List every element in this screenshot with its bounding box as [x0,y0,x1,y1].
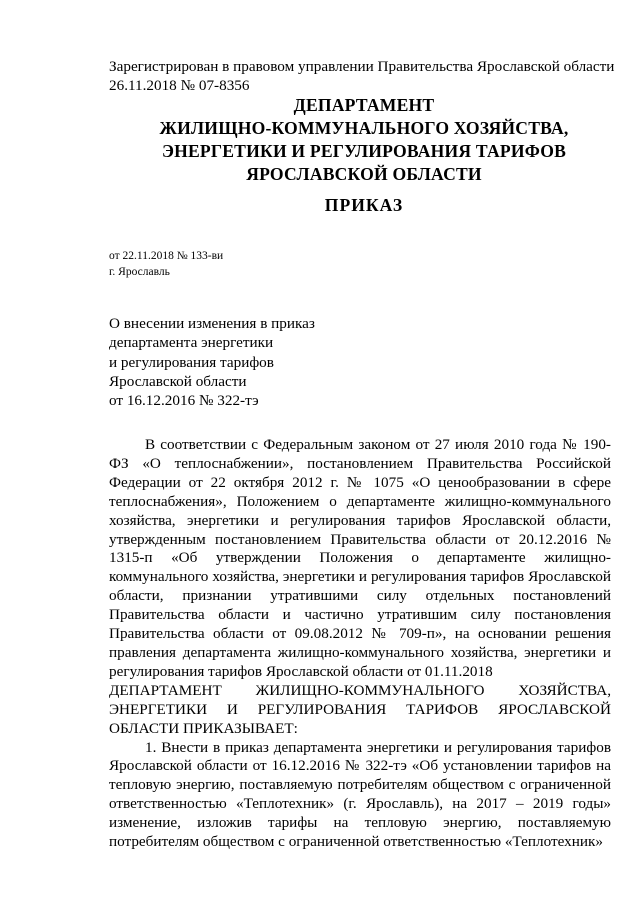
registration-line-1: Зарегистрирован в правовом управлении Правительства Ярославской области [109,58,615,75]
subject-line-4: Ярославской области [109,372,247,390]
order-city: г. Ярославль [109,266,170,278]
department-heading [109,94,619,186]
registration-note [109,57,619,95]
order-date-number: от 22.11.2018 № 133-ви [109,250,224,262]
subject-line-5: от 16.12.2016 № 322-тэ [109,392,259,410]
order-subject [109,314,315,410]
item-1-paragraph: 1. Внести в приказ департамента энергетики и регулирования тарифов Ярославской области от 16.12.2016 № 322-тэ «Об установлении тарифов на тепловую энергию, поставляемую потребителям обществом с ограниченной ответственностью «Теплотехник» (г. Ярославль), на 2017 – 2019 годы» изменение, изложив тарифы на тепловую энергию, поставляемую потребителям обществом с ограниченной ответственностью «Теплотехник» [109,738,611,851]
order-title: ПРИКАЗ [324,195,404,215]
subject-line-2: департамента энергетики [109,334,274,352]
preamble-paragraph: В соответствии с Федеральным законом от 27 июля 2010 года № 190-ФЗ «О теплоснабжении», постановлением Правительства Российской Федерации от 22 октября 2012 г. № 1075 «О ценообразовании в сфере теплоснабжения», Положением о департаменте жилищно-коммунального хозяйства, энергетики и регулирования тарифов Ярославской области, утвержденным постановлением Правительства области от 20.12.2016 № 1315-п «Об утверждении Положения о департаменте жилищно-коммунального хозяйства, энергетики и регулирования тарифов Ярославской области, признании утратившими силу отдельных постановлений Правительства области и частично утратившим силу постановления Правительства области от 09.08.2012 № 709-п», на основании решения правления департамента жилищно-коммунального хозяйства, энергетики и регулирования тарифов Ярославской области от 01.11.2018 [109,436,611,680]
department-line-4: ЯРОСЛАВСКОЙ ОБЛАСТИ [246,164,482,184]
department-line-1: ДЕПАРТАМЕНТ [293,95,435,115]
order-body [109,436,611,852]
subject-line-3: и регулирования тарифов [109,353,274,371]
department-line-2: ЖИЛИЩНО-КОММУНАЛЬНОГО ХОЗЯЙСТВА, [159,118,569,138]
subject-line-1: О внесении изменения в приказ [109,315,315,332]
department-line-3: ЭНЕРГЕТИКИ И РЕГУЛИРОВАНИЯ ТАРИФОВ [161,141,567,161]
orders-paragraph: ДЕПАРТАМЕНТ ЖИЛИЩНО-КОММУНАЛЬНОГО ХОЗЯЙСТВА, ЭНЕРГЕТИКИ И РЕГУЛИРОВАНИЯ ТАРИФОВ ЯРОСЛАВСКОЙ ОБЛАСТИ ПРИКАЗЫВАЕТ: [109,681,611,737]
order-meta [109,248,223,280]
registration-line-2: 26.11.2018 № 07-8356 [109,77,250,94]
